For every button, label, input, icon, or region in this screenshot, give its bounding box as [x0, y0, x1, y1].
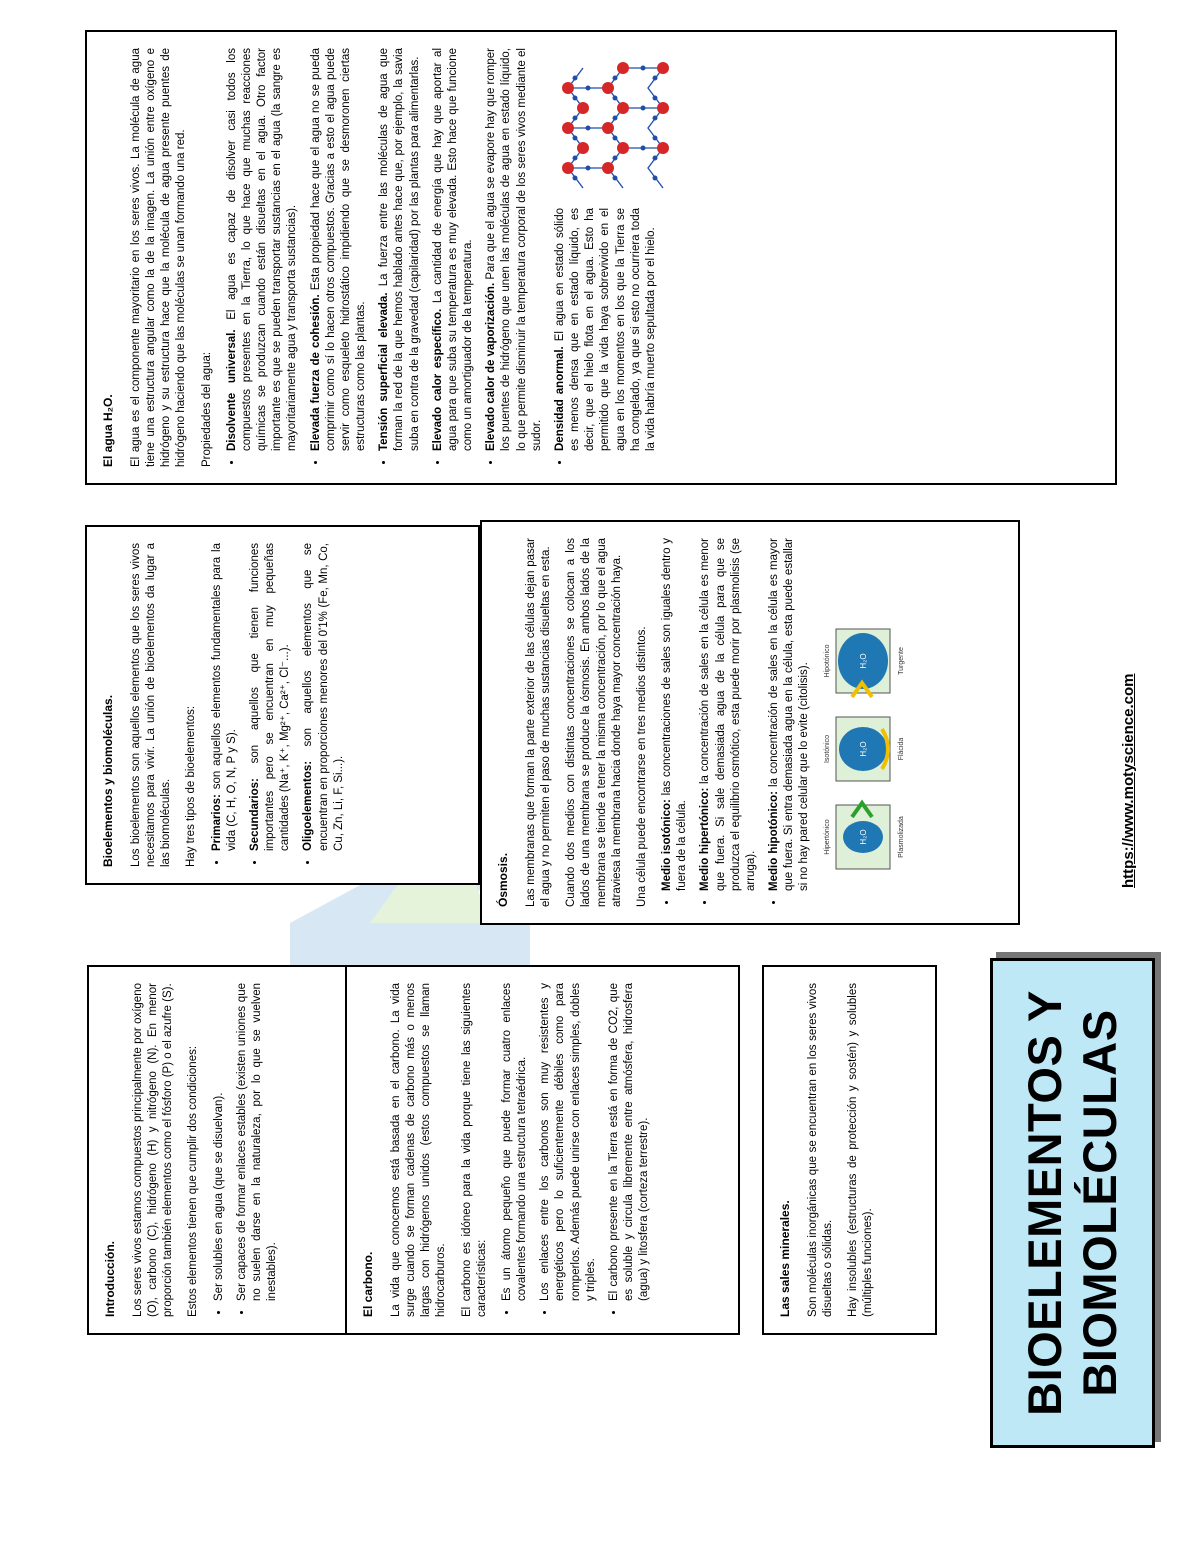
sales-section [762, 965, 937, 1335]
main-title-box [990, 958, 1155, 1448]
intro-section [87, 965, 352, 1335]
bioelementos-item: • Secundarios: son aquellos que tienen funciones importantes pero se encuentran en muy pequeñas cantidades (Na⁺, K⁺, Mg²⁺, Ca²⁺, Cl⁻...). [248, 543, 294, 851]
agua-item: • Elevada fuerza de cohesión. Esta propiedad hace que el agua no se pueda comprimir como sí lo hacen otros compuestos. Gracias a esto el agua puede servir como esqueleto hidrostático impidiendo que se desmoronen ciertas estructuras como las plantas. [309, 48, 370, 451]
cell-isotonic: Isotónico H₂O Flácida [823, 709, 907, 789]
bioelementos-paragraph-1: Los bioelementos son aquellos elementos que los seres vivos necesitamos para vivir. La unión de bioelementos da lugar a las biomoléculas. [129, 543, 173, 867]
agua-list [225, 48, 673, 467]
carbono-list [500, 983, 653, 1317]
carbono-item: • El carbono presente en la Tierra está en forma de CO2, que es soluble y circula libremente entre atmósfera, hidrosfera (agua) y litosfera (corteza terrestre). [607, 983, 653, 1301]
cell-hypotonic: Hipotónico H₂O Turgente [823, 621, 907, 701]
bioelementos-list [210, 543, 347, 867]
agua-heading: El agua H₂O. [101, 394, 115, 467]
cell-diagram-icon [832, 797, 894, 877]
website-url[interactable]: https://www.motyscience.com [1120, 673, 1137, 888]
osmosis-paragraph-1: Las membranas que forman la parte exterior de las células dejan pasar el agua y no permiten el paso de muchas sustancias disueltas en esta. [524, 538, 552, 907]
carbono-heading: El carbono. [361, 1251, 375, 1317]
intro-item: • Ser solubles en agua (que se disuelvan). [212, 983, 227, 1301]
agua-paragraph-1: El agua es el componente mayoritario en los seres vivos. La molécula de agua tiene una estructura angular como la de la imagen. La unión entre oxígeno e hidrógeno y su estructura hace que la molécula de agua presente puentes de hidrógeno haciendo que las moléculas se unan formando una red. [129, 48, 188, 467]
svg-text:H₂O: H₂O [858, 741, 868, 757]
agua-item: • Densidad anormal. El agua en estado sólido es menos densa que en estado líquido, es decir, que el hielo flota en el agua. Esto ha permitido que la vida haya sobrevivido en el agua en los momentos en los que la Tierra se ha congelado, ya que si esto no ocurriera toda la vida habría muerto sepultada por el hielo. [553, 48, 673, 451]
sales-heading: Las sales minerales. [778, 1200, 792, 1317]
agua-item: • Elevado calor específico. La cantidad de energía que hay que aportar al agua para que suba su temperatura es muy elevada. Esto hace que funcione como un amortiguador de la temperatura. [431, 48, 477, 451]
carbono-item: • Los enlaces entre los carbonos son muy resistentes y energéticos pero lo suficientemente débiles como para romperlos. Además puede unirse con enlaces simples, dobles y triples. [538, 983, 599, 1301]
bioelementos-heading: Bioelementos y biomoléculas. [101, 694, 115, 867]
osmosis-item: • Medio hipotónico: la concentración de sales en la célula es mayor que fuera. Si entra demasiada agua en la célula, esta puede estallar si no hay pared celular que lo evite (citolisis). [767, 538, 813, 891]
agua-item: • Elevado calor de vaporización. Para que el agua se evapore hay que romper los puentes de hidrógeno que unen las moléculas de agua en estado líquido, lo que permite disminuir la temperatura corporal de los seres vivos mediante el sudor. [484, 48, 545, 451]
main-title [1018, 990, 1126, 1416]
svg-text:H₂O: H₂O [858, 829, 868, 845]
sales-paragraph-1: Son moléculas inorgánicas que se encuentran en los seres vivos disueltas o sólidas. [806, 983, 834, 1317]
sales-paragraph-2: Hay insolubles (estructuras de protección y sostén) y solubles (múltiples funciones). [847, 983, 875, 1317]
bioelementos-item: • Primarios: son aquellos elementos fundamentales para la vida (C, H, O, N, P y S). [210, 543, 240, 851]
intro-paragraph-1: Los seres vivos estamos compuestos principalmente por oxígeno (O), carbono (C), hidrógeno (H) y nitrógeno (N). En menor proporción también elementos como el fósforo (P) o el azufre (S). [131, 983, 175, 1317]
intro-heading: Introducción. [103, 1241, 117, 1317]
main-title-line-1: BIOELEMENTOS Y [1018, 990, 1072, 1416]
agua-item: • Disolvente universal. El agua es capaz de disolver casi todos los compuestos presentes en la Tierra, lo que hace que muchas reacciones químicas se produzcan cuando están disueltas en el agua. Otro factor importante es que se pueden transportar sustancias en el agua (la sangre es mayoritariamente agua y transporta sustancias). [225, 48, 301, 451]
cell-diagram-icon [832, 709, 894, 789]
osmosis-paragraph-2: Cuando dos medios con distintas concentraciones se colocan a los lados de una membrana se produce la ósmosis. En ambos lados de la membrana se tiende a tener la misma concentración, por lo que el agua atraviesa la membrana hacia donde haya mayor concentración haya. [565, 538, 623, 907]
cell-hypertonic: Hipertónico H₂O Plasmolizada [823, 797, 907, 877]
osmosis-item: • Medio isotónico: las concentraciones de sales son iguales dentro y fuera de la célula. [660, 538, 690, 891]
ice-lattice-icon [553, 48, 673, 198]
intro-item: • Ser capaces de formar enlaces estables (existen uniones que no suelen darse en la naturaleza, por lo que se vuelven inestables). [235, 983, 281, 1301]
osmosis-item: • Medio hipertónico: la concentración de sales en la célula es menor que fuera. Si sale demasiada agua de la célula para que se produzca el equilibrio osmótico, esta puede morir por plasmolisis (se arruga). [698, 538, 759, 891]
osmosis-paragraph-3: Una célula puede encontrarse en tres medios distintos. [635, 626, 648, 907]
intro-paragraph-2: Estos elementos tienen que cumplir dos condiciones: [187, 1045, 200, 1317]
carbono-paragraph-1: La vida que conocemos está basada en el carbono. La vida surge cuando se forman cadenas de carbono más o menos largas con hidrógenos unidos (estos compuestos se llaman hidrocarburos. [389, 983, 448, 1317]
carbono-section [345, 965, 740, 1335]
intro-list [212, 983, 281, 1317]
agua-item: • Tensión superficial elevada. La fuerza entre las moléculas de agua que forman la red de la que hemos hablado antes hace que, por ejemplo, la savia suba en contra de la gravedad (capilaridad) por las plantas para alimentarlas. [377, 48, 423, 451]
main-title-line-2: BIOMOLÉCULAS [1072, 1009, 1126, 1397]
cell-diagram-icon [832, 621, 894, 701]
bioelementos-paragraph-2: Hay tres tipos de bioelementos: [185, 705, 198, 867]
agua-section [85, 30, 1117, 485]
bioelementos-section [85, 525, 480, 885]
osmosis-heading: Ósmosis. [496, 852, 510, 907]
agua-paragraph-2: Propiedades del agua: [200, 351, 213, 467]
svg-text:H₂O: H₂O [858, 653, 868, 669]
carbono-item: • Es un átomo pequeño que puede formar cuatro enlaces covalentes formando una estructura tetraédrica. [500, 983, 530, 1301]
bioelementos-item: • Oligoelementos: son aquellos elementos que se encuentran en proporciones menores del 0'1% (Fe, Mn, Co, Cu, Zn, Li, F, Si...). [301, 543, 347, 851]
osmosis-list [660, 538, 813, 907]
osmosis-section [480, 520, 1020, 925]
carbono-paragraph-2: El carbono es idóneo para la vida porque tiene las siguientes características: [460, 983, 488, 1317]
osmosis-figure [823, 538, 907, 877]
